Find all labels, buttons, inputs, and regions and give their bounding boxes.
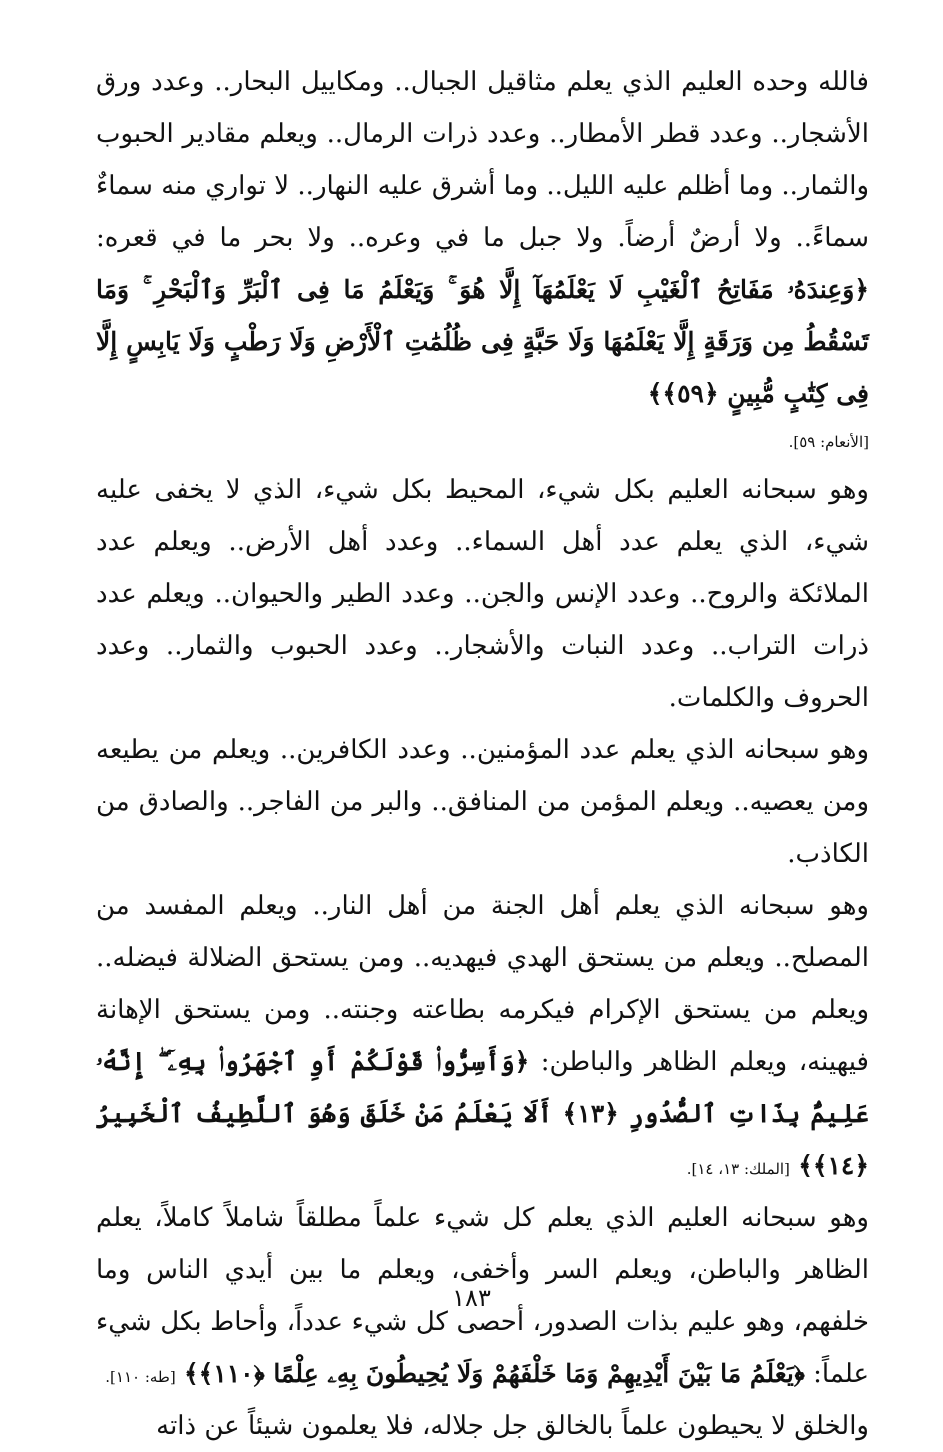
quran-verse: ﴿وَعِندَهُۥ مَفَاتِحُ ٱلْغَيْبِ لَا يَعْلَمُهَآ إِلَّا هُوَ ۚ وَيَعْلَمُ مَا فِى ٱلْبَرِّ وَٱلْبَحْرِ ۚ وَمَا تَسْقُطُ مِن وَرَقَةٍ إِلَّا يَعْلَمُهَا وَلَا حَبَّةٍ فِى ظُلُمَٰتِ ٱلْأَرْضِ وَلَا رَطْبٍ وَلَا يَابِسٍ إِلَّا فِى كِتَٰبٍ مُّبِينٍ ﴿٥٩﴾﴾ xyxy=(96,275,869,408)
paragraph-2 xyxy=(96,464,869,724)
page-body xyxy=(96,56,869,1452)
paragraph-text: وهو سبحانه العليم الذي يعلم كل شيء علماً مطلقاً شاملاً كاملاً، يعلم الظاهر والباطن، ويعلم السر وأخفى، ويعلم ما بين أيدي الناس وما خلفهم، وهو عليم بذات الصدور، أحصى كل شيء عدداً، وأحاط بكل شيء علماً: xyxy=(96,1203,869,1389)
paragraph-text: وهو سبحانه العليم بكل شيء، المحيط بكل شيء، الذي لا يخفى عليه شيء، الذي يعلم عدد أهل السماء.. وعدد أهل الأرض.. ويعلم عدد الملائكة والروح.. وعدد الإنس والجن.. وعدد الطير والحيوان.. ويعلم عدد ذرات التراب.. وعدد النبات والأشجار.. وعدد الحبوب والثمار.. وعدد الحروف والكلمات. xyxy=(96,475,869,713)
quran-verse: ﴿وَأَسِرُّوا۟ قَوْلَكُمْ أَوِ ٱجْهَرُوا۟ بِهِۦٓ ۖ إِنَّهُۥ عَلِيمٌۢ بِذَاتِ ٱلصُّدُورِ ﴿١٣﴾ أَلَا يَعْلَمُ مَنْ خَلَقَ وَهُوَ ٱللَّطِيفُ ٱلْخَبِيرُ ﴿١٤﴾﴾ xyxy=(96,1047,869,1180)
verse-citation: [الأنعام: ٥٩]. xyxy=(788,433,869,451)
verse-citation: [الملك: ١٣، ١٤]. xyxy=(686,1160,790,1178)
paragraph-1 xyxy=(96,56,869,464)
paragraph-3 xyxy=(96,724,869,880)
paragraph-6 xyxy=(96,1400,869,1452)
paragraph-text: فالله وحده العليم الذي يعلم مثاقيل الجبال.. ومكاييل البحار.. وعدد ورق الأشجار.. وعدد قطر الأمطار.. وعدد ذرات الرمال.. ويعلم مقادير الحبوب والثمار.. وما أظلم عليه الليل.. وما أشرق عليه النهار.. لا تواري منه سماءٌ سماءً.. ولا أرضٌ أرضاً. ولا جبل ما في وعره.. ولا بحر ما في قعره: xyxy=(96,67,869,253)
paragraph-4 xyxy=(96,880,869,1192)
verse-citation: [طه: ١١٠]. xyxy=(105,1368,176,1386)
page-number: ١٨٣ xyxy=(452,1284,491,1312)
quran-verse: ﴿يَعْلَمُ مَا بَيْنَ أَيْدِيهِمْ وَمَا خَلْفَهُمْ وَلَا يُحِيطُونَ بِهِۦ عِلْمًا ﴿١١٠﴾﴾ xyxy=(183,1359,805,1388)
paragraph-text: وهو سبحانه الذي يعلم أهل الجنة من أهل النار.. ويعلم المفسد من المصلح.. ويعلم من يستحق الهدي فيهديه.. ومن يستحق الضلالة فيضله.. ويعلم من يستحق الإكرام فيكرمه بطاعته وجنته.. ومن يستحق الإهانة فيهينه، ويعلم الظاهر والباطن: xyxy=(96,891,869,1077)
paragraph-text: وهو سبحانه الذي يعلم عدد المؤمنين.. وعدد الكافرين.. ويعلم من يطيعه ومن يعصيه.. ويعلم المؤمن من المنافق.. والبر من الفاجر.. والصادق من الكاذب. xyxy=(96,735,869,869)
paragraph-text: والخلق لا يحيطون علماً بالخالق جل جلاله، فلا يعلمون شيئاً عن ذاته xyxy=(156,1411,869,1441)
